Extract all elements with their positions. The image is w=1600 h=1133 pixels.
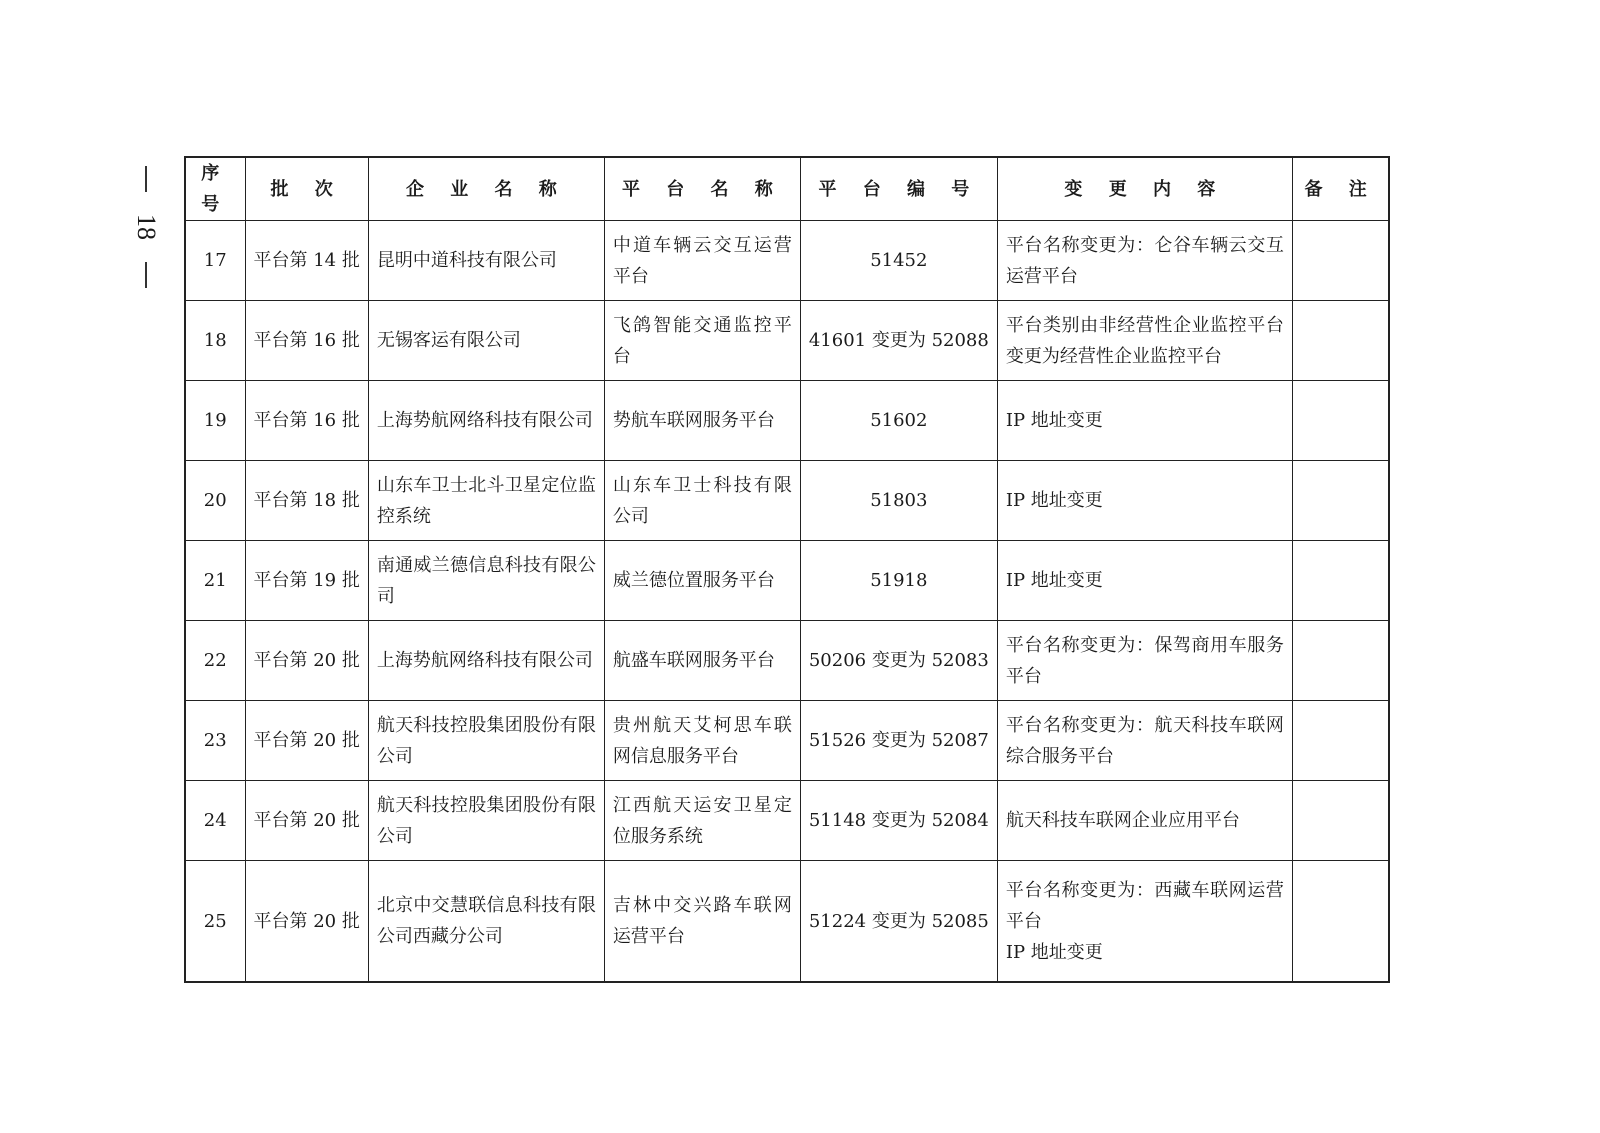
header-platform: 平 台 名 称 — [604, 157, 800, 221]
cell-batch: 平台第 20 批 — [245, 861, 368, 983]
table-row — [185, 461, 1389, 541]
cell-batch: 平台第 18 批 — [245, 461, 368, 541]
cell-company: 航天科技控股集团股份有限公司 — [368, 781, 604, 861]
table-row — [185, 861, 1389, 983]
cell-change — [997, 781, 1292, 861]
cell-seq: 24 — [185, 781, 245, 861]
change-text: IP 地址变更 — [1005, 570, 1103, 591]
change-text: IP 地址变更 — [1005, 410, 1103, 431]
cell-platform: 江西航天运安卫星定位服务系统 — [604, 781, 800, 861]
cell-company: 北京中交慧联信息科技有限公司西藏分公司 — [368, 861, 604, 983]
page-number-marker — [128, 166, 164, 296]
change-text: 平台名称变更为：保驾商用车服务平台 — [1005, 634, 1284, 687]
cell-seq: 23 — [185, 701, 245, 781]
cell-code: 51803 — [800, 461, 997, 541]
cell-batch: 平台第 16 批 — [245, 381, 368, 461]
cell-batch: 平台第 20 批 — [245, 621, 368, 701]
cell-company: 上海势航网络科技有限公司 — [368, 381, 604, 461]
cell-batch: 平台第 20 批 — [245, 781, 368, 861]
cell-change — [997, 221, 1292, 301]
cell-remark — [1292, 621, 1389, 701]
cell-platform: 山东车卫士科技有限公司 — [604, 461, 800, 541]
table-row — [185, 301, 1389, 381]
cell-company: 昆明中道科技有限公司 — [368, 221, 604, 301]
page-number-dash-top — [145, 166, 147, 192]
cell-company: 山东车卫士北斗卫星定位监控系统 — [368, 461, 604, 541]
cell-seq: 19 — [185, 381, 245, 461]
cell-code: 51148 变更为 52084 — [800, 781, 997, 861]
cell-platform: 贵州航天艾柯思车联网信息服务平台 — [604, 701, 800, 781]
cell-remark — [1292, 221, 1389, 301]
cell-code: 51918 — [800, 541, 997, 621]
header-batch: 批 次 — [245, 157, 368, 221]
cell-code: 51526 变更为 52087 — [800, 701, 997, 781]
change-text: 平台类别由非经营性企业监控平台变更为经营性企业监控平台 — [1005, 314, 1284, 367]
table-row — [185, 781, 1389, 861]
table-row — [185, 541, 1389, 621]
cell-code: 51452 — [800, 221, 997, 301]
cell-company: 无锡客运有限公司 — [368, 301, 604, 381]
table-row — [185, 621, 1389, 701]
header-remark: 备 注 — [1292, 157, 1389, 221]
cell-remark — [1292, 541, 1389, 621]
table-row — [185, 381, 1389, 461]
change-text: 平台名称变更为：航天科技车联网综合服务平台 — [1005, 714, 1284, 767]
cell-company: 航天科技控股集团股份有限公司 — [368, 701, 604, 781]
change-text: 平台名称变更为：西藏车联网运营平台 — [1005, 879, 1284, 932]
cell-remark — [1292, 781, 1389, 861]
cell-seq: 22 — [185, 621, 245, 701]
header-code: 平 台 编 号 — [800, 157, 997, 221]
header-seq: 序号 — [185, 157, 245, 221]
change-text: 航天科技车联网企业应用平台 — [1005, 810, 1240, 831]
cell-company: 南通威兰德信息科技有限公司 — [368, 541, 604, 621]
cell-platform: 飞鸽智能交通监控平台 — [604, 301, 800, 381]
cell-batch: 平台第 20 批 — [245, 701, 368, 781]
table-row — [185, 221, 1389, 301]
cell-code: 41601 变更为 52088 — [800, 301, 997, 381]
cell-change — [997, 381, 1292, 461]
change-text: IP 地址变更 — [1005, 490, 1103, 511]
cell-platform: 中道车辆云交互运营平台 — [604, 221, 800, 301]
cell-change — [997, 461, 1292, 541]
cell-seq: 20 — [185, 461, 245, 541]
change-extra-text: IP 地址变更 — [1005, 941, 1103, 963]
platform-change-table — [184, 156, 1390, 983]
cell-remark — [1292, 461, 1389, 541]
change-text: 平台名称变更为：仑谷车辆云交互运营平台 — [1005, 234, 1284, 287]
cell-platform: 势航车联网服务平台 — [604, 381, 800, 461]
cell-code: 51224 变更为 52085 — [800, 861, 997, 983]
cell-change — [997, 861, 1292, 983]
cell-seq: 21 — [185, 541, 245, 621]
cell-seq: 18 — [185, 301, 245, 381]
cell-change — [997, 301, 1292, 381]
cell-seq: 17 — [185, 221, 245, 301]
cell-remark — [1292, 701, 1389, 781]
cell-remark — [1292, 381, 1389, 461]
cell-batch: 平台第 14 批 — [245, 221, 368, 301]
cell-change — [997, 701, 1292, 781]
cell-remark — [1292, 861, 1389, 983]
cell-platform: 威兰德位置服务平台 — [604, 541, 800, 621]
cell-change — [997, 621, 1292, 701]
cell-code: 50206 变更为 52083 — [800, 621, 997, 701]
cell-batch: 平台第 16 批 — [245, 301, 368, 381]
page-number: 18 — [132, 214, 161, 240]
header-company: 企 业 名 称 — [368, 157, 604, 221]
cell-code: 51602 — [800, 381, 997, 461]
table-header-row — [185, 157, 1389, 221]
cell-company: 上海势航网络科技有限公司 — [368, 621, 604, 701]
cell-batch: 平台第 19 批 — [245, 541, 368, 621]
table-row — [185, 701, 1389, 781]
cell-platform: 航盛车联网服务平台 — [604, 621, 800, 701]
cell-platform: 吉林中交兴路车联网运营平台 — [604, 861, 800, 983]
header-change: 变 更 内 容 — [997, 157, 1292, 221]
cell-seq: 25 — [185, 861, 245, 983]
page-number-dash-bottom — [145, 262, 147, 288]
cell-remark — [1292, 301, 1389, 381]
cell-change — [997, 541, 1292, 621]
